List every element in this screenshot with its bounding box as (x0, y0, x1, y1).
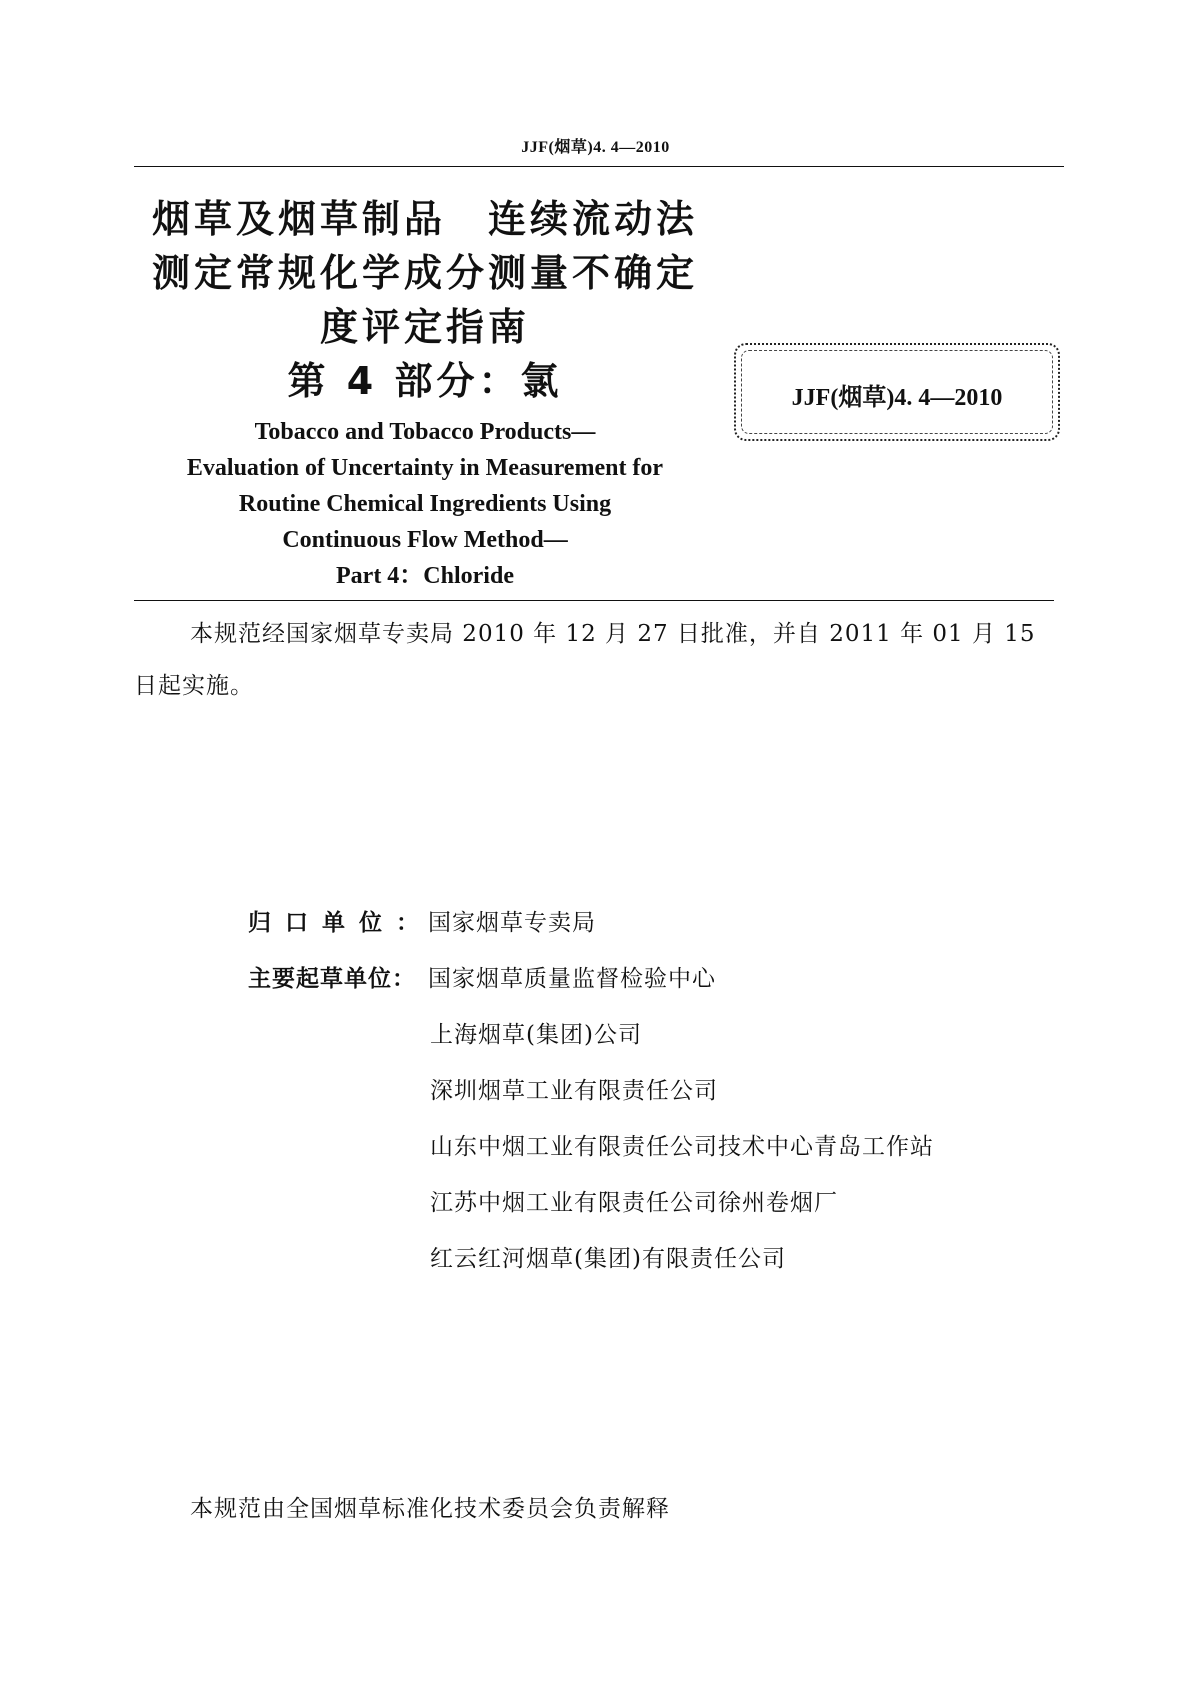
header-rule (134, 166, 1064, 167)
drafting-units-label: 主要起草单位： (248, 966, 416, 992)
standard-code: JJF(烟草)4. 4—2010 (791, 385, 1003, 411)
drafting-unit: 红云红河烟草(集团)有限责任公司 (430, 1246, 786, 1272)
chinese-title-line: 第 4 部分：氯 (287, 359, 563, 403)
approval-statement: 本规范经国家烟草专卖局 2010 年 12 月 27 日批准，并自 2011 年 01 月 15 日起实施。 (134, 621, 1036, 699)
drafting-unit: 山东中烟工业有限责任公司技术中心青岛工作站 (430, 1134, 934, 1160)
drafting-unit: 上海烟草(集团)公司 (430, 1022, 642, 1048)
chinese-title-line: 度评定指南 (319, 305, 530, 349)
responsible-unit-row (248, 904, 596, 937)
english-title-line: Part 4：Chloride (336, 563, 514, 589)
chinese-title (140, 192, 710, 408)
standard-code-box (734, 343, 1060, 441)
english-title-line: Continuous Flow Method— (282, 527, 568, 553)
header-standard-code: JJF(烟草)4. 4—2010 (521, 139, 670, 156)
drafting-unit: 国家烟草质量监督检验中心 (428, 966, 716, 992)
interpretation-note: 本规范由全国烟草标准化技术委员会负责解释 (190, 1496, 670, 1522)
responsible-unit-value: 国家烟草专卖局 (428, 910, 596, 936)
english-title-line: Tobacco and Tobacco Products— (254, 419, 596, 445)
english-title-line: Evaluation of Uncertainty in Measurement for (186, 455, 664, 481)
english-title-line: Routine Chemical Ingredients Using (238, 491, 612, 517)
responsible-unit-label: 归口单位： (248, 910, 433, 936)
english-title (140, 414, 710, 594)
chinese-title-line: 测定常规化学成分测量不确定 (151, 251, 698, 295)
drafting-unit: 江苏中烟工业有限责任公司徐州卷烟厂 (430, 1190, 838, 1216)
title-divider (134, 600, 1054, 601)
chinese-title-line: 烟草及烟草制品 连续流动法 (151, 197, 698, 241)
drafting-unit: 深圳烟草工业有限责任公司 (430, 1078, 718, 1104)
drafting-units-row (248, 960, 716, 993)
